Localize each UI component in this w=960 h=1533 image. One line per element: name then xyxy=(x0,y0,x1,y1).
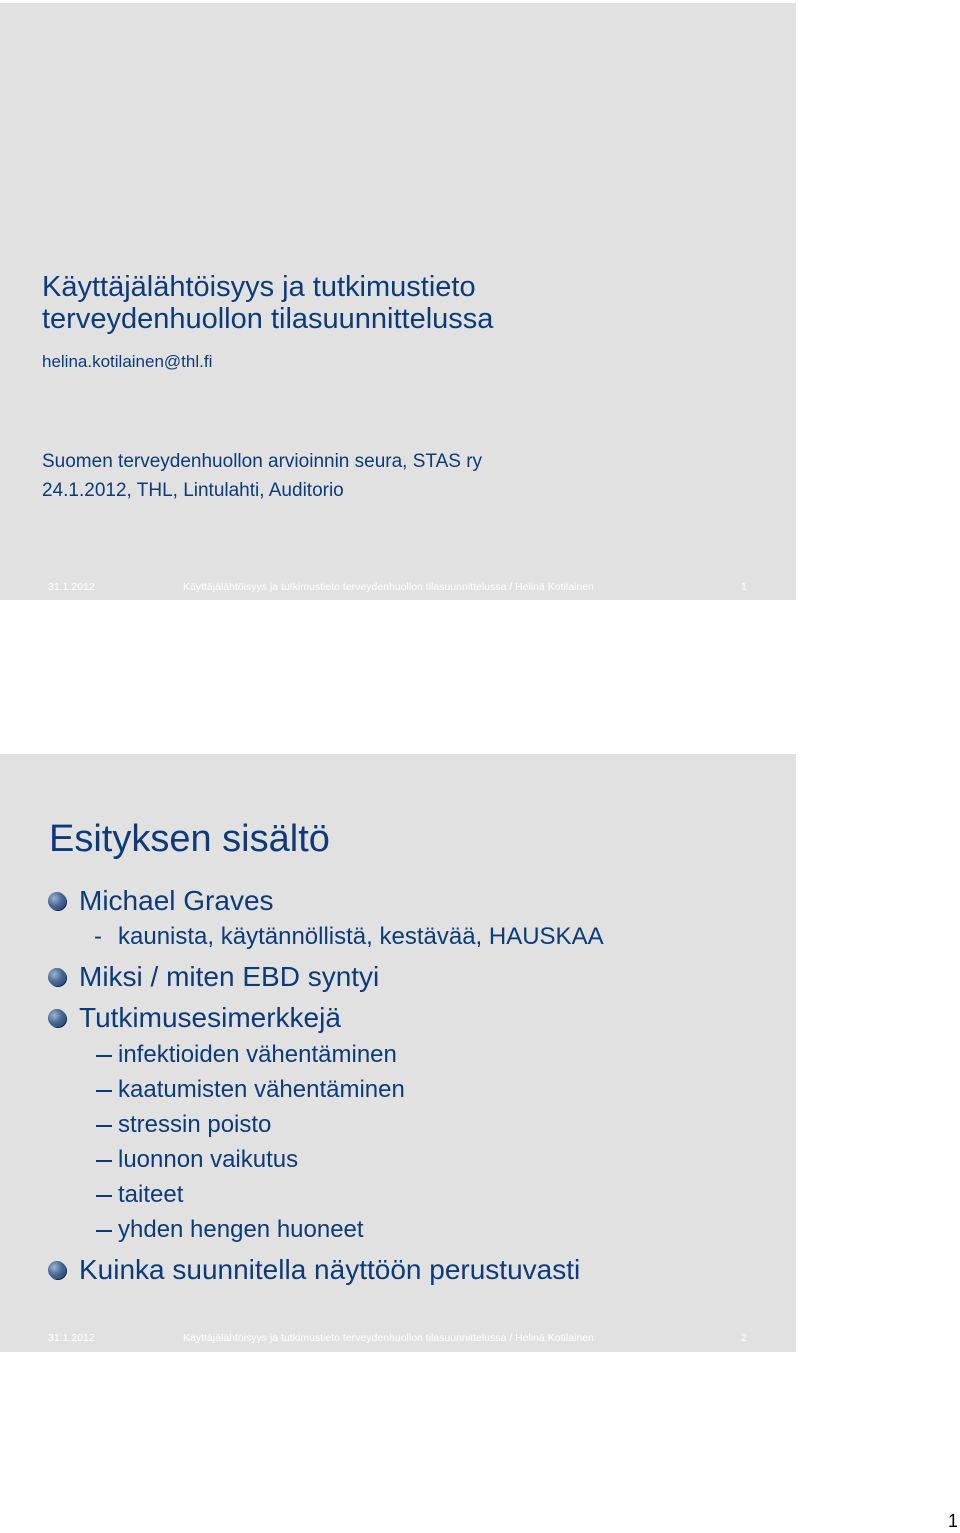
slide-number: 2 xyxy=(741,1332,747,1344)
author-email: helina.kotilainen@thl.fi xyxy=(42,352,213,371)
sub-bullet-text: infektioiden vähentäminen xyxy=(118,1041,397,1068)
slide-1 xyxy=(0,3,796,600)
footer-date: 31.1.2012 xyxy=(48,581,95,593)
footer-date: 31.1.2012 xyxy=(48,1332,95,1344)
event-organization: Suomen terveydenhuollon arvioinnin seura, STAS ry xyxy=(42,451,483,472)
sub-bullet-text: stressin poisto xyxy=(118,1111,272,1138)
event-info xyxy=(42,447,482,505)
footer-text: Käyttäjälähtöisyys ja tutkimustieto terveydenhuollon tilasuunnittelussa / Helinä Kotilainen xyxy=(183,581,594,593)
bullet-text: Michael Graves xyxy=(79,885,274,916)
slide-number: 1 xyxy=(741,581,747,593)
slide-1-title xyxy=(42,271,493,335)
bullet-text: Kuinka suunnitella näyttöön perustuvasti xyxy=(79,1254,581,1285)
dash-icon xyxy=(96,1195,112,1197)
slide-2-footer xyxy=(0,1332,796,1346)
slide-1-footer xyxy=(0,581,796,595)
dash-icon xyxy=(96,1090,112,1092)
bullet-sphere-icon xyxy=(48,1261,66,1279)
bullet-sphere-icon xyxy=(48,892,66,910)
slide-1-title-line-1: Käyttäjälähtöisyys ja tutkimustieto xyxy=(42,271,476,303)
sub-bullet-text: luonnon vaikutus xyxy=(118,1146,299,1173)
dash-icon xyxy=(96,1055,112,1057)
sub-bullet-text: kaunista, käytännöllistä, kestävää, HAUSKAA xyxy=(118,923,604,950)
footer-text: Käyttäjälähtöisyys ja tutkimustieto terveydenhuollon tilasuunnittelussa / Helinä Kotilainen xyxy=(183,1332,594,1344)
bullet-sphere-icon xyxy=(48,1009,66,1027)
dash-icon xyxy=(96,1125,112,1127)
sub-bullet-text: taiteet xyxy=(118,1181,184,1208)
hyphen-icon: - xyxy=(94,923,102,950)
slide-1-title-line-2: terveydenhuollon tilasuunnittelussa xyxy=(42,303,494,335)
sub-bullet-text: yhden hengen huoneet xyxy=(118,1216,364,1243)
page-number: 1 xyxy=(948,1511,959,1531)
dash-icon xyxy=(96,1230,112,1232)
bullet-sphere-icon xyxy=(48,968,66,986)
dash-icon xyxy=(96,1160,112,1162)
bullet-text: Tutkimusesimerkkejä xyxy=(79,1002,341,1033)
slide-2-title: Esityksen sisältö xyxy=(49,818,330,860)
sub-bullet-text: kaatumisten vähentäminen xyxy=(118,1076,405,1103)
slide-2 xyxy=(0,754,796,1352)
bullet-text: Miksi / miten EBD syntyi xyxy=(79,961,380,992)
event-date-place: 24.1.2012, THL, Lintulahti, Auditorio xyxy=(42,480,344,501)
